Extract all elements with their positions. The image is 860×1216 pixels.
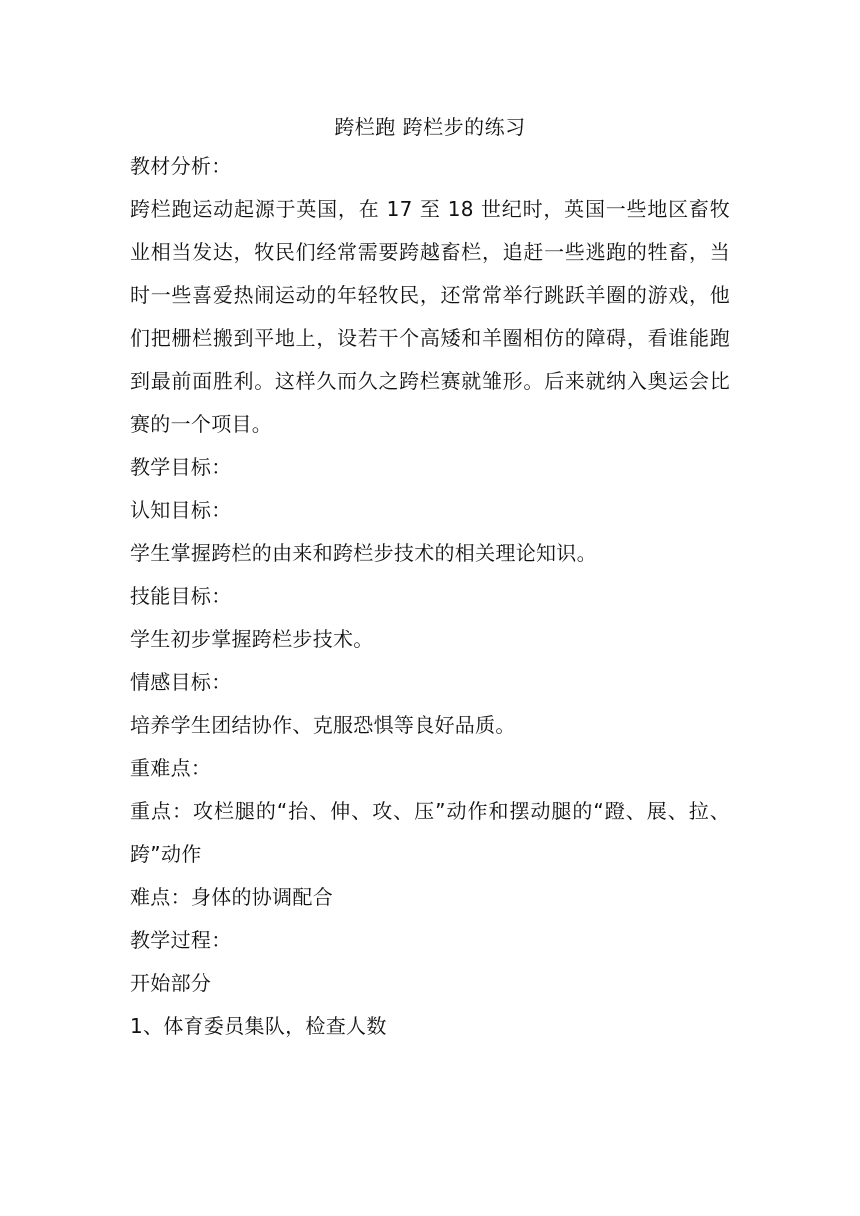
heading-teaching-process: 教学过程： [130, 928, 232, 952]
heading-key-difficult-points: 重难点： [130, 756, 212, 780]
paragraph-step-1: 1、体育委员集队，检查人数 [130, 1014, 387, 1038]
heading-opening-section: 开始部分 [130, 971, 212, 995]
paragraph-difficult-point: 难点：身体的协调配合 [130, 885, 333, 909]
paragraph-emotional-goal: 培养学生团结协作、克服恐惧等良好品质。 [130, 713, 516, 737]
document-body [130, 145, 730, 1048]
heading-cognitive-goal: 认知目标： [130, 498, 232, 522]
heading-skill-goal: 技能目标： [130, 584, 232, 608]
paragraph-hurdle-history: 跨栏跑运动起源于英国，在 17 至 18 世纪时，英国一些地区畜牧业相当发达，牧民们经常需要跨越畜栏，追赶一些逃跑的牲畜，当时一些喜爱热闹运动的年轻牧民，还常常举行跳跃羊圈的游戏，他们把栅栏搬到平地上，设若干个高矮和羊圈相仿的障碍，看谁能跑到最前面胜利。这样久而久之跨栏赛就雏形。后来就纳入奥运会比赛的一个项目。 [130, 197, 730, 436]
heading-emotional-goal: 情感目标： [130, 670, 232, 694]
paragraph-cognitive-goal: 学生掌握跨栏的由来和跨栏步技术的相关理论知识。 [130, 541, 597, 565]
heading-teaching-goals: 教学目标： [130, 455, 232, 479]
paragraph-skill-goal: 学生初步掌握跨栏步技术。 [130, 627, 374, 651]
paragraph-key-point: 重点：攻栏腿的“抬、伸、攻、压”动作和摆动腿的“蹬、展、拉、跨”动作 [130, 799, 730, 866]
document-title: 跨栏跑 跨栏步的练习 [334, 115, 526, 139]
heading-textbook-analysis: 教材分析： [130, 154, 232, 178]
